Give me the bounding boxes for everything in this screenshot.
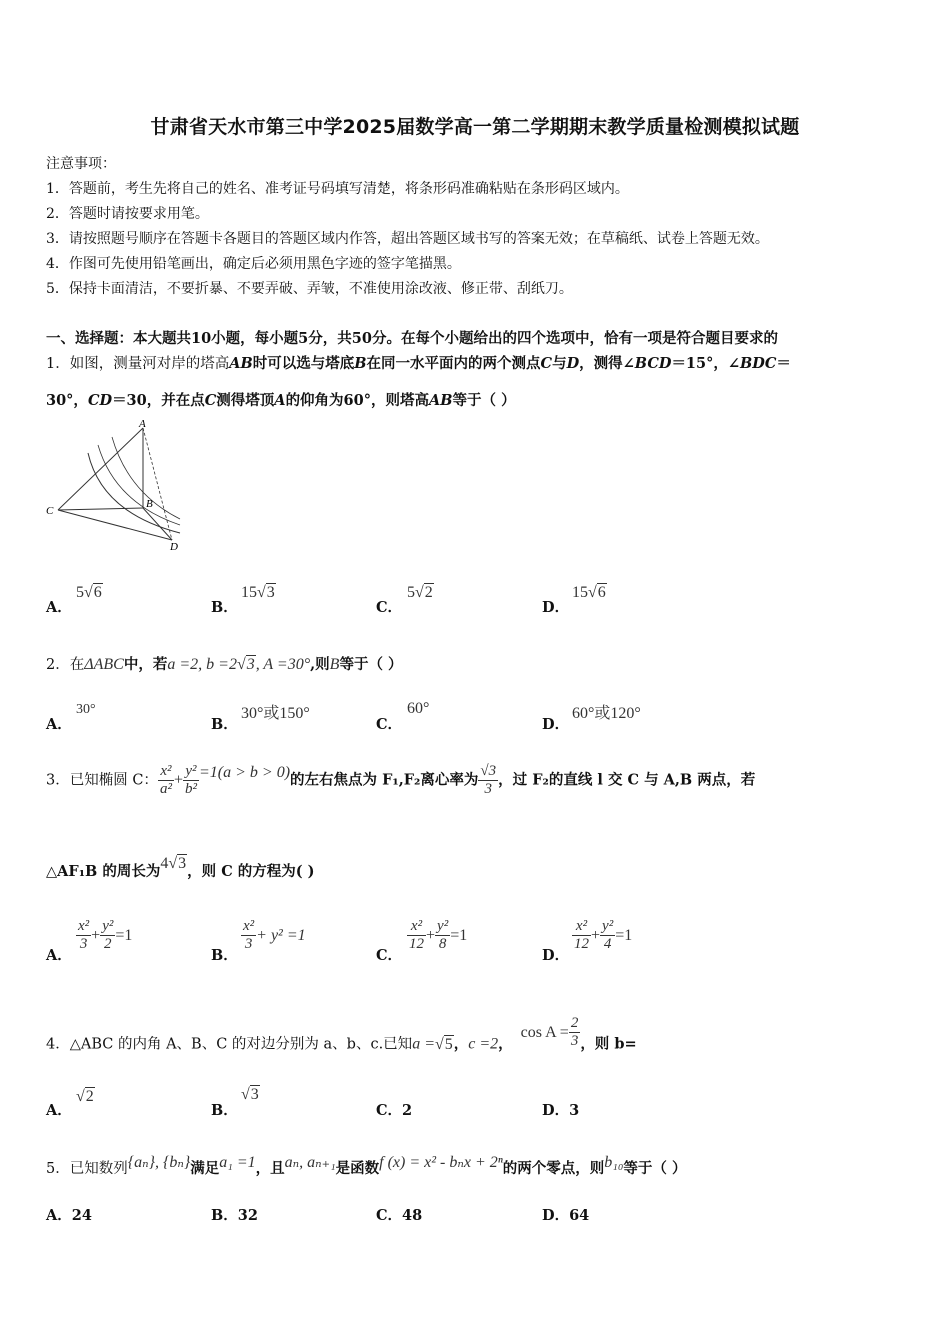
label-d: D	[170, 541, 178, 553]
q2-text: 2．在ΔABC中，若a =2, b =2√3, A =30°,则B等于（ ）	[46, 656, 403, 673]
q3-option-c[interactable]: C．	[376, 947, 403, 964]
q3-line1: 3．已知椭圆 C： $\frac{\text{x²}}{\text{a²}}$ + $\frac{\text{y²}}{\text{b²}}$ =1(a > b > 0)的左右焦点为 F₁,F₂离心率为 $\frac{√3}{3}$ ，过 F₂的直线 l 交 C 与 A,B 两点，若	[46, 763, 756, 797]
page-title: 甘肃省天水市第三中学2025届数学高一第二学期期末教学质量检测模拟试题	[150, 116, 800, 138]
q4-text: 4．△ABC 的内角 A、B、C 的对边分别为 a、b、c.已知a =√5，c =2，cos A = $\frac{2}{3}$ ，则 b=	[46, 1015, 637, 1053]
q1-line1: 1．如图，测量河对岸的塔高AB时可以选与塔底B在同一水平面内的两个测点C与D，测得∠BCD＝15°，∠BDC＝	[46, 355, 791, 372]
q1-option-c-value: 5√2	[407, 584, 433, 601]
q1-line2: 30°，CD＝30，并在点C测得塔顶A的仰角为60°，则塔高AB等于（ ）	[46, 392, 516, 409]
q2-option-c[interactable]: C．	[376, 716, 403, 733]
q5-option-d[interactable]: D．64	[542, 1207, 590, 1224]
q4-option-c[interactable]: C．2	[376, 1102, 413, 1119]
q5-text: 5．已知数列{aₙ}, {bₙ}满足a₁ =1，且aₙ, aₙ₊₁是函数f (x) = x² - bₙx + 2ⁿ的两个零点，则b₁₀等于（ ）	[46, 1154, 687, 1177]
notice-item-5: 5．保持卡面清洁，不要折暴、不要弄破、弄皱，不准使用涂改液、修正带、刮纸刀。	[46, 281, 573, 297]
q5-option-b[interactable]: B．32	[211, 1207, 258, 1224]
label-a: A	[139, 418, 146, 430]
q1-option-d-value: 15√6	[572, 584, 606, 601]
q1-option-b[interactable]: B．	[211, 599, 238, 616]
label-c: C	[46, 505, 54, 517]
q1-option-d[interactable]: D．	[542, 599, 570, 616]
q2-option-b[interactable]: B．	[211, 716, 238, 733]
q3-option-d-value: $\frac{\text{x²}}{12}$ + $\frac{\text{y²}}{4}$ =1	[574, 918, 633, 952]
q4-option-b-value: √3	[241, 1086, 259, 1103]
section-heading: 一、选择题：本大题共10小题，每小题5分，共50分。在每个小题给出的四个选项中，恰有一项是符合题目要求的	[46, 330, 778, 347]
q4-option-b[interactable]: B．	[211, 1102, 238, 1119]
q3-option-b-value: $\frac{\text{x²}}{3}$ + y² =1	[243, 918, 306, 952]
q3-option-a-value: $\frac{\text{x²}}{3}$ + $\frac{\text{y²}}{2}$ =1	[78, 918, 133, 952]
q4-option-a[interactable]: A．	[46, 1102, 72, 1119]
q4-option-a-value: √2	[76, 1088, 94, 1105]
notice-item-2: 2．答题时请按要求用笔。	[46, 206, 209, 222]
q3-line2: △AF₁B 的周长为4√3，则 C 的方程为( )	[46, 855, 315, 880]
notice-item-4: 4．作图可先使用铅笔画出，确定后必须用黑色字迹的签字笔描黑。	[46, 256, 461, 272]
q3-option-a[interactable]: A．	[46, 947, 72, 964]
q5-option-a[interactable]: A．24	[46, 1207, 92, 1224]
notice-item-3: 3．请按照题号顺序在答题卡各题目的答题区域内作答，超出答题区域书写的答案无效；在草稿纸、试卷上答题无效。	[46, 231, 769, 247]
q3-option-d[interactable]: D．	[542, 947, 570, 964]
q1-option-b-value: 15√3	[241, 584, 275, 601]
notice-heading: 注意事项：	[46, 156, 116, 172]
notice-item-1: 1．答题前，考生先将自己的姓名、准考证号码填写清楚，将条形码准确粘贴在条形码区域内。	[46, 181, 629, 197]
q1-option-c[interactable]: C．	[376, 599, 403, 616]
q4-option-d[interactable]: D．3	[542, 1102, 580, 1119]
q2-option-a-value: 30°	[76, 702, 96, 717]
q1-option-a-value: 5√6	[76, 584, 102, 601]
q3-option-c-value: $\frac{\text{x²}}{12}$ + $\frac{\text{y²}}{8}$ =1	[409, 918, 468, 952]
q2-option-b-value: 30°或150°	[241, 705, 310, 722]
q2-option-d[interactable]: D．	[542, 716, 570, 733]
q2-option-c-value: 60°	[407, 700, 430, 717]
q1-tower-figure	[40, 415, 200, 560]
q2-option-a[interactable]: A．	[46, 716, 72, 733]
q3-option-b[interactable]: B．	[211, 947, 238, 964]
label-b: B	[146, 498, 153, 510]
q2-option-d-value: 60°或120°	[572, 705, 641, 722]
q1-option-a[interactable]: A．	[46, 599, 72, 616]
q5-option-c[interactable]: C．48	[376, 1207, 423, 1224]
